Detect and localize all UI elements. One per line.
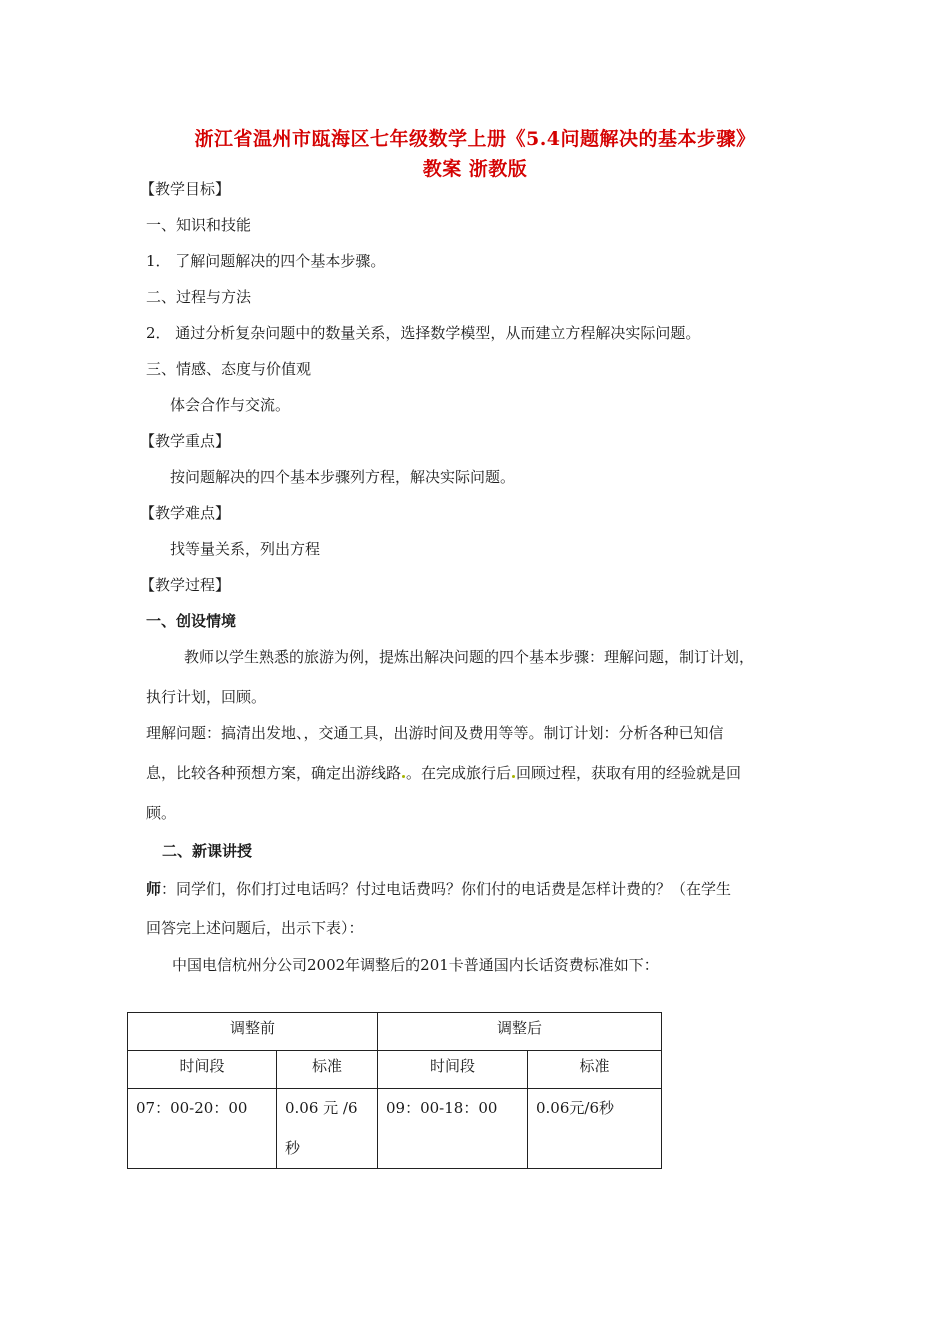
table-intro: 中国电信杭州分公司2002年调整后的201卡普通国内长话资费标准如下：	[172, 956, 659, 974]
dot-mark	[402, 775, 405, 778]
column-header-before-standard: 标准	[277, 1051, 378, 1089]
knowledge-heading: 一、知识和技能	[146, 216, 252, 234]
objectives-heading: 【教学目标】	[140, 180, 231, 198]
column-header-after-standard: 标准	[528, 1051, 662, 1089]
section1-paragraph2-line2	[146, 763, 741, 783]
section1-paragraph2-line1: 理解问题：搞清出发地、，交通工具，出游时间及费用等等。制订计划：分析各种已知信	[146, 724, 724, 742]
section2-heading: 二、新课讲授	[162, 842, 253, 860]
table-row	[128, 1089, 662, 1169]
cell-before-rate-line1: 0.06 元 /6	[285, 1099, 358, 1117]
key-item: 按问题解决的四个基本步骤列方程，解决实际问题。	[170, 468, 516, 486]
cell-before-time: 07：00-20：00	[128, 1089, 277, 1169]
document-title-line2: 教案 浙教版	[422, 158, 528, 180]
teacher-label: 师	[146, 880, 162, 898]
section1-paragraph2-line2-part-a: 息，比较各种预想方案，确定出游线路	[146, 764, 402, 782]
header-after: 调整后	[378, 1013, 662, 1051]
teacher-line1	[146, 879, 731, 899]
difficulty-heading: 【教学难点】	[140, 504, 231, 522]
cell-before-rate-line2: 秒	[285, 1139, 301, 1157]
column-header-after-time: 时间段	[378, 1051, 528, 1089]
section1-paragraph1-line1: 教师以学生熟悉的旅游为例，提炼出解决问题的四个基本步骤：理解问题，制订计划，	[184, 648, 755, 666]
column-header-before-time: 时间段	[128, 1051, 277, 1089]
attitude-heading: 三、情感、态度与价值观	[146, 360, 312, 378]
cell-before-rate	[277, 1089, 378, 1169]
knowledge-item: 1． 了解问题解决的四个基本步骤。	[146, 252, 386, 270]
key-heading: 【教学重点】	[140, 432, 231, 450]
section1-paragraph1-line2: 执行计划，回顾。	[146, 688, 267, 706]
teacher-line1-text: ：同学们，你们打过电话吗？付过电话费吗？你们付的电话费是怎样计费的？（在学生	[161, 880, 732, 898]
process-heading: 二、过程与方法	[146, 288, 252, 306]
section1-paragraph2-line3: 顾。	[146, 804, 177, 822]
document-title-line1: 浙江省温州市瓯海区七年级数学上册《5.4问题解决的基本步骤》	[194, 128, 756, 150]
section1-paragraph2-line2-part-c: 回顾过程，获取有用的经验就是回	[516, 764, 742, 782]
header-before: 调整前	[128, 1013, 378, 1051]
cell-after-time: 09：00-18：00	[378, 1089, 528, 1169]
cell-after-rate: 0.06元/6秒	[528, 1089, 662, 1169]
rate-table	[127, 1012, 662, 1169]
process-item: 2． 通过分析复杂问题中的数量关系，选择数学模型，从而建立方程解决实际问题。	[146, 324, 701, 342]
dot-mark	[512, 775, 515, 778]
attitude-item: 体会合作与交流。	[170, 396, 291, 414]
difficulty-item: 找等量关系，列出方程	[170, 540, 321, 558]
process-steps-heading: 【教学过程】	[140, 576, 231, 594]
section1-paragraph2-line2-part-b: 。在完成旅行后	[406, 764, 512, 782]
section1-heading: 一、创设情境	[146, 612, 237, 630]
teacher-line2: 回答完上述问题后，出示下表）：	[146, 919, 364, 937]
